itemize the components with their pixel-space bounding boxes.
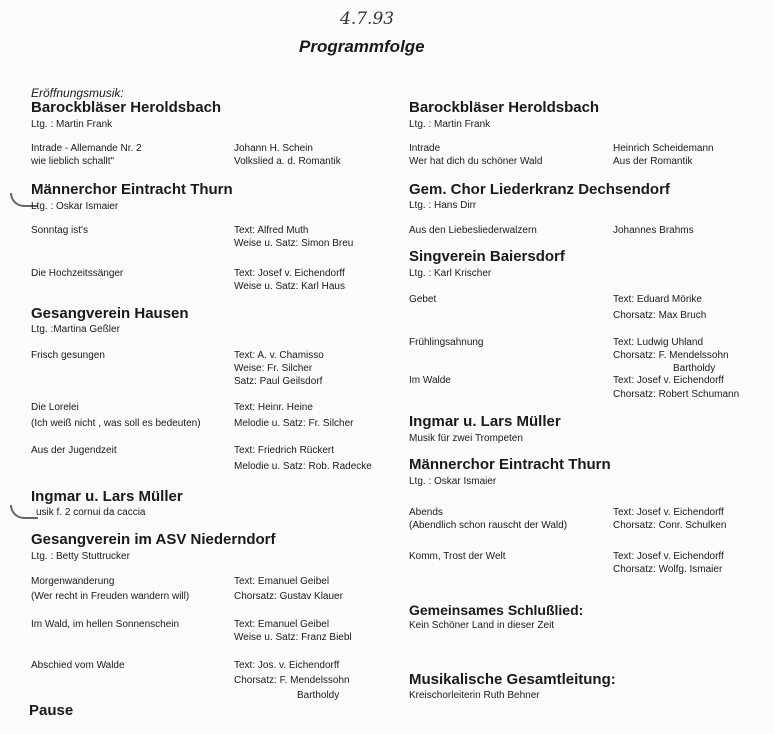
piece-credit: Johannes Brahms	[613, 225, 694, 236]
piece-credit: Melodie u. Satz: Fr. Silcher	[234, 418, 354, 429]
ensemble-name: Ingmar u. Lars Müller	[409, 413, 561, 430]
ensemble-name: Männerchor Eintracht Thurn	[31, 181, 233, 198]
piece-credit: Chorsatz: F. Mendelssohn	[613, 350, 729, 361]
piece-title: Die Lorelei	[31, 402, 79, 413]
piece-credit: Satz: Paul Geilsdorf	[234, 376, 323, 387]
piece-title: Aus der Jugendzeit	[31, 445, 117, 456]
ensemble-leader: Ltg. : Martin Frank	[409, 119, 491, 130]
piece-credit: Aus der Romantik	[613, 156, 693, 167]
piece-subtitle: (Ich weiß nicht , was soll es bedeuten)	[31, 418, 201, 429]
piece-credit: Chorsatz: Gustav Klauer	[234, 591, 343, 602]
piece-title: Im Wald, im hellen Sonnenschein	[31, 619, 180, 630]
piece-credit: Text: Josef v. Eichendorff	[613, 551, 724, 562]
piece-credit: Heinrich Scheidemann	[613, 143, 714, 154]
page-title: Programmfolge	[299, 37, 425, 56]
piece-credit: Weise u. Satz: Franz Biebl	[234, 632, 352, 643]
pause-label: Pause	[29, 702, 74, 719]
closing-song-title: Kein Schöner Land in dieser Zeit	[409, 620, 555, 631]
piece-credit: Weise: Fr. Silcher	[234, 363, 313, 374]
piece-subtitle: (Abendlich schon rauscht der Wald)	[409, 520, 568, 531]
ensemble-leader: Ltg. : Betty Stuttrucker	[31, 551, 130, 562]
piece-credit: Text: A. v. Chamisso	[234, 350, 324, 361]
piece-title: Frühlingsahnung	[409, 337, 484, 348]
piece-title: Wer hat dich du schöner Wald	[409, 156, 543, 167]
ensemble-leader: Ltg. : Oskar Ismaier	[409, 476, 497, 487]
ensemble-name: Gem. Chor Liederkranz Dechsendorf	[409, 181, 670, 198]
ensemble-leader: Musik für zwei Trompeten	[409, 433, 523, 444]
piece-credit: Chorsatz: Robert Schumann	[613, 389, 740, 400]
piece-credit: Text: Ludwig Uhland	[613, 337, 704, 348]
ensemble-leader: Ltg. : Karl Krischer	[409, 268, 492, 279]
piece-credit: Bartholdy	[673, 363, 716, 374]
ensemble-leader: Ltg. : Martin Frank	[31, 119, 113, 130]
piece-title: Morgenwanderung	[31, 576, 115, 587]
ensemble-leader: usik f. 2 cornui da caccia	[36, 507, 146, 518]
piece-credit: Text: Eduard Mörike	[613, 294, 702, 305]
ensemble-name: Barockbläser Heroldsbach	[409, 99, 600, 116]
piece-title: Intrade	[409, 143, 441, 154]
piece-title: Komm, Trost der Welt	[409, 551, 506, 562]
piece-title: Sonntag ist's	[31, 225, 88, 236]
ensemble-leader: Ltg. : Hans Dirr	[409, 200, 477, 211]
piece-credit: Chorsatz: Max Bruch	[613, 310, 707, 321]
piece-credit: Text: Friedrich Rückert	[234, 445, 335, 456]
bleed-through-text	[60, 40, 63, 52]
piece-credit: Volkslied a. d. Romantik	[234, 156, 341, 167]
ensemble-name: Gesangverein Hausen	[31, 305, 189, 322]
piece-credit: Text: Heinr. Heine	[234, 402, 313, 413]
ensemble-name: Barockbläser Heroldsbach	[31, 99, 222, 116]
ensemble-name: Singverein Baiersdorf	[409, 248, 565, 265]
ensemble-name: Gesangverein im ASV Niederndorf	[31, 531, 276, 548]
musical-direction-label: Musikalische Gesamtleitung:	[409, 671, 616, 688]
piece-credit: Melodie u. Satz: Rob. Radecke	[234, 461, 372, 472]
piece-credit: Chorsatz: Conr. Schulken	[613, 520, 727, 531]
piece-credit: Text: Alfred Muth	[234, 225, 309, 236]
piece-title: Abends	[409, 507, 443, 518]
ensemble-name: Männerchor Eintracht Thurn	[409, 456, 611, 473]
piece-title: Aus den Liebesliederwalzern	[409, 225, 537, 236]
piece-credit: Weise u. Satz: Simon Breu	[234, 238, 354, 249]
piece-credit: Weise u. Satz: Karl Haus	[234, 281, 345, 292]
piece-credit: Text: Emanuel Geibel	[234, 576, 330, 587]
ensemble-leader: Ltg. :Martina Geßler	[31, 324, 120, 335]
ensemble-leader: Ltg. : Oskar Ismaier	[31, 201, 119, 212]
piece-title: Intrade - Allemande Nr. 2	[31, 143, 142, 154]
piece-credit: Johann H. Schein	[234, 143, 313, 154]
piece-credit: Text: Josef v. Eichendorff	[613, 375, 724, 386]
piece-credit: Chorsatz: Wolfg. Ismaier	[613, 564, 723, 575]
handwritten-date: 4.7.93	[340, 9, 395, 29]
piece-title: Im Walde	[409, 375, 451, 386]
piece-title: Abschied vom Walde	[31, 660, 125, 671]
musical-director: Kreischorleiterin Ruth Behner	[409, 690, 540, 701]
piece-credit: Text: Josef v. Eichendorff	[613, 507, 724, 518]
piece-credit: Bartholdy	[297, 690, 340, 701]
piece-title: Gebet	[409, 294, 437, 305]
ensemble-name: Ingmar u. Lars Müller	[31, 488, 183, 505]
piece-title: wie lieblich schallt"	[31, 156, 115, 167]
piece-credit: Text: Jos. v. Eichendorff	[234, 660, 340, 671]
piece-credit: Text: Emanuel Geibel	[234, 619, 330, 630]
piece-credit: Chorsatz: F. Mendelssohn	[234, 675, 350, 686]
closing-song-label: Gemeinsames Schlußlied:	[409, 602, 584, 618]
piece-credit: Text: Josef v. Eichendorff	[234, 268, 345, 279]
piece-title: Die Hochzeitssänger	[31, 268, 124, 279]
opening-music-label: Eröffnungsmusik:	[31, 86, 124, 100]
punch-hole-mark	[10, 505, 38, 519]
piece-subtitle: (Wer recht in Freuden wandern will)	[31, 591, 190, 602]
piece-title: Frisch gesungen	[31, 350, 105, 361]
